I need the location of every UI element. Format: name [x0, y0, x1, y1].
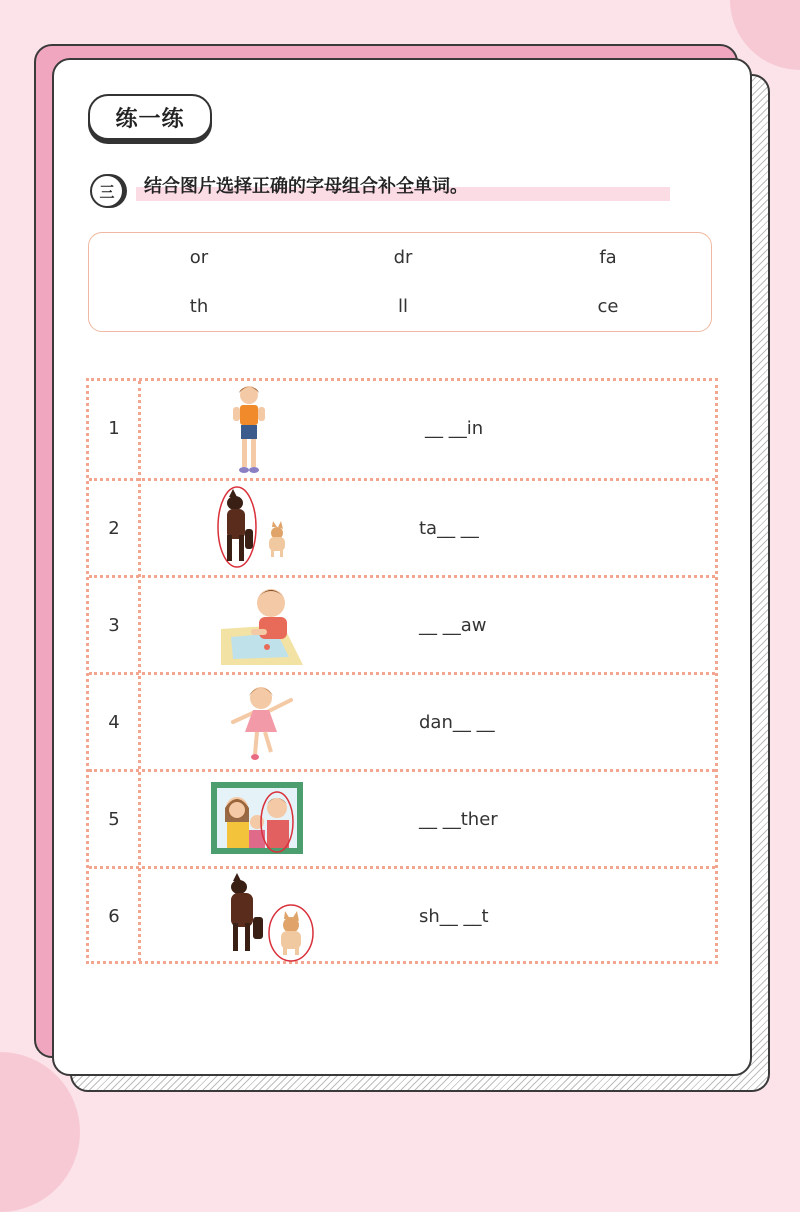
exercise-table — [86, 378, 718, 964]
option-th: th — [189, 296, 209, 317]
table-row — [89, 478, 715, 575]
dogs-image — [217, 485, 301, 573]
incomplete-word: dan__ __ — [419, 712, 495, 733]
dogs-image — [221, 873, 317, 963]
corner-decoration — [0, 1052, 80, 1212]
boy-drawing-image — [221, 585, 303, 665]
option-fa: fa — [599, 247, 617, 268]
row-number: 2 — [108, 518, 120, 539]
option-ll: ll — [397, 296, 408, 317]
incomplete-word: ta__ __ — [419, 518, 479, 539]
incomplete-word: __ __in — [425, 418, 484, 439]
girl-dancing-image — [229, 682, 295, 764]
letter-options-box — [88, 232, 712, 332]
row-number: 5 — [108, 809, 120, 830]
table-row — [89, 866, 715, 963]
section-number-badge: 三 — [90, 174, 124, 208]
row-number: 1 — [108, 418, 120, 439]
incomplete-word: sh__ __t — [419, 906, 489, 927]
table-row — [89, 672, 715, 769]
option-or: or — [189, 247, 209, 268]
section-instruction: 结合图片选择正确的字母组合补全单词。 — [144, 176, 468, 197]
option-dr: dr — [393, 247, 413, 268]
table-row — [89, 575, 715, 672]
table-row — [89, 769, 715, 866]
table-row — [89, 381, 715, 478]
row-number: 6 — [108, 906, 120, 927]
boy-standing-image — [227, 383, 271, 475]
option-ce: ce — [597, 296, 619, 317]
row-number: 3 — [108, 615, 120, 636]
incomplete-word: __ __aw — [419, 615, 487, 636]
page-title: 练一练 — [88, 94, 212, 140]
row-number: 4 — [108, 712, 120, 733]
incomplete-word: __ __ther — [419, 809, 498, 830]
family-photo-image — [211, 782, 303, 854]
